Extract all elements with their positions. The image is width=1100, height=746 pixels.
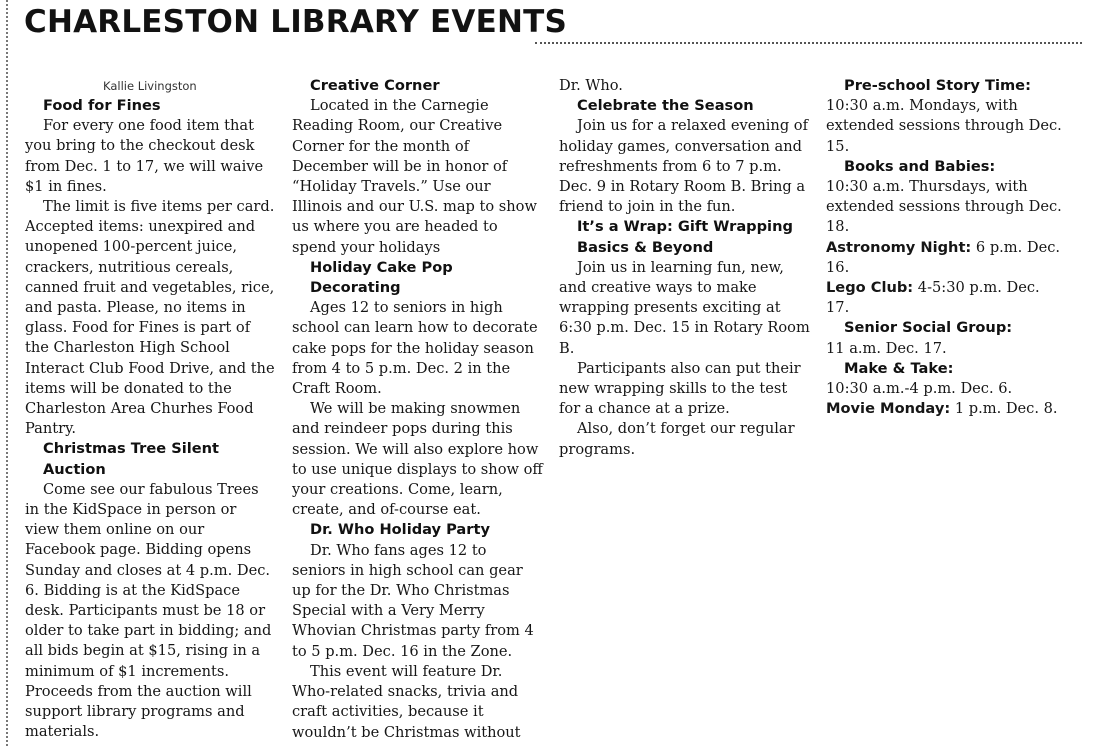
page-edge-rule [6,0,8,746]
section-heading: Pre-school Story Time: [844,77,1031,94]
section-heading: Food for Fines [43,97,161,114]
section-heading: Dr. Who Holiday Party [310,521,490,539]
paragraph: The limit is five items per card. Accepted items: unexpired and unopened 100-percent juice, crackers, nutritious cereals, canned fruit and vegetables, rice, and pasta. Please, no items in glass. Food for Fines is part of the Charleston High School Interact Club Food Drive, and the items will be donated to the Charleston Area Churhes Food Pantry. [25,198,275,438]
schedule-time: 1 p.m. Dec. 8. [950,400,1058,418]
column-2 [292,76,544,743]
paragraph: For every one food item that you bring to the checkout desk from Dec. 1 to 17, we will waive $1 in fines. [25,117,264,195]
section-heading: It’s a Wrap: Gift Wrapping Basics & Beyond [577,218,793,256]
schedule-item [826,278,1066,318]
schedule-item [826,399,1066,419]
schedule-label: Astronomy Night: [826,238,972,256]
paragraph-continued: 11 a.m. Dec. 17. [826,339,947,357]
schedule-label: Movie Monday: [826,400,951,418]
section-heading: Books and Babies: [844,157,996,175]
paragraph-continued: 10:30 a.m.-4 p.m. Dec. 6. [826,380,1013,398]
paragraph: Also, don’t forget our regular programs. [559,420,795,458]
paragraph-continued: Dr. Who. [559,77,623,94]
paragraph: This event will feature Dr. Who-related snacks, trivia and craft activities, because it wouldn’t be Christmas without [292,662,521,741]
section-heading: Holiday Cake Pop Decorating [310,258,453,297]
paragraph: Come see our fabulous Trees in the KidSpace in person or view them online on our Facebook page. Bidding opens Sunday and closes at 4 p.m. Dec. 6. Bidding is at the KidSpace desk. Participants must be 18 or older to take part in bidding; and all bids begin at $15, rising in a minimum of $1 increments. Proceeds from the auction will support library programs and materials. [25,480,272,741]
paragraph: Participants also can put their new wrapping skills to the test for a chance at a prize. [559,359,801,418]
paragraph: Ages 12 to seniors in high school can learn how to decorate cake pops for the holiday season from 4 to 5 p.m. Dec. 2 in the Craft Room. [292,299,538,398]
schedule-time: 4-5:30 p.m. Dec. 17. [826,279,1040,317]
headline-dotted-rule [535,42,1082,44]
paragraph-continued: 10:30 a.m. Thursdays, with extended sessions through Dec. 18. [826,178,1062,236]
byline: Kallie Livingston [103,79,197,93]
section-heading: Senior Social Group: [844,319,1013,337]
schedule-label: Lego Club: [826,279,914,297]
section-heading: Celebrate the Season [577,97,754,115]
schedule-item [826,238,1066,278]
section-heading: Creative Corner [310,77,440,94]
section-heading: Make & Take: [844,359,954,377]
paragraph-continued: 10:30 a.m. Mondays, with extended sessions through Dec. 15. [826,97,1062,155]
paragraph: We will be making snowmen and reindeer pops during this session. We will also explore how to use unique displays to show off your creations. Come, learn, create, and of-course eat. [292,400,543,519]
paragraph: Located in the Carnegie Reading Room, our Creative Corner for the month of December will be in honor of “Holiday Travels.” Use our Illinois and our U.S. map to show us where you are headed to spend your holidays [292,97,537,256]
section-heading: Christmas Tree Silent Auction [43,440,219,478]
column-1 [25,76,275,743]
column-3 [559,76,811,460]
page-headline: CHARLESTON LIBRARY EVENTS [24,4,568,40]
schedule-time: 6 p.m. Dec. 16. [826,238,1061,276]
paragraph: Dr. Who fans ages 12 to seniors in high school can gear up for the Dr. Who Christmas Special with a Very Merry Whovian Christmas party from 4 to 5 p.m. Dec. 16 in the Zone. [292,541,534,660]
paragraph: Join us in learning fun, new, and creative ways to make wrapping presents exciting at 6:30 p.m. Dec. 15 in Rotary Room B. [559,258,810,357]
paragraph: Join us for a relaxed evening of holiday games, conversation and refreshments from 6 to 7 p.m. Dec. 9 in Rotary Room B. Bring a friend to join in the fun. [559,117,808,216]
column-4 [826,76,1066,419]
